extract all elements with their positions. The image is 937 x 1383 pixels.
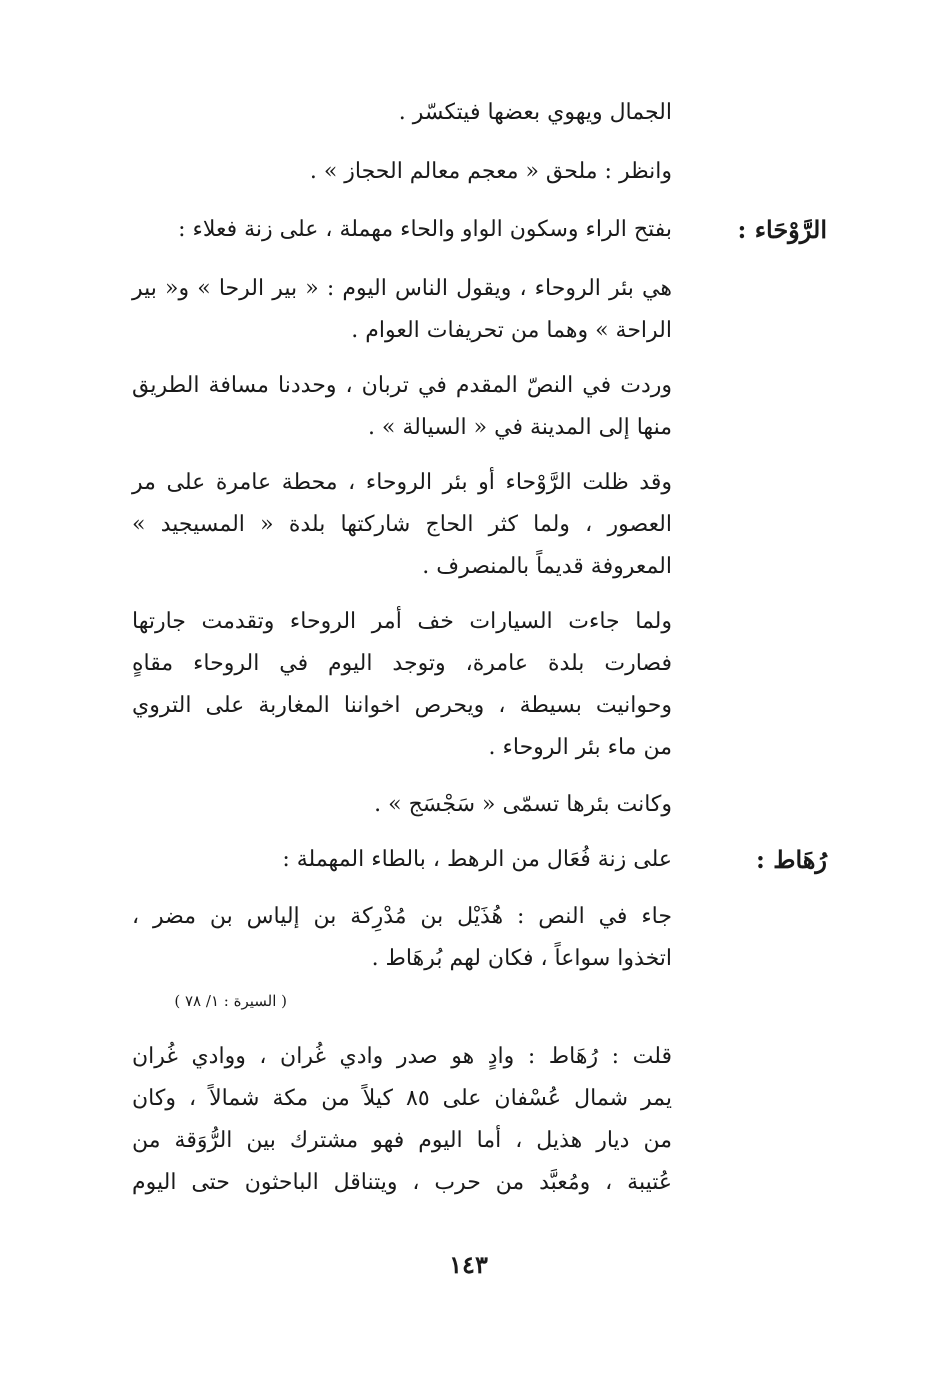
text-line-12: فصارت بلدة عامرة، وتوجد اليوم في الروحاء مقاهٍ (132, 651, 672, 676)
text-line-8: وقد ظلت الرَّوْحاء أو بئر الروحاء ، محطة عامرة على مر (132, 470, 672, 495)
text-line-10: المعروفة قديماً بالمنصرف . (422, 554, 672, 579)
text-line-4: هي بئر الروحاء ، ويقول الناس اليوم : « بير الرحا » و« بير (132, 276, 672, 301)
page-number: ١٤٣ (449, 1250, 488, 1279)
text-line-19: قلت : رُهَاط : وادٍ هو صدر وادي غُران ، ووادي غُران (132, 1044, 672, 1069)
text-line-11: ولما جاءت السيارات خف أمر الروحاء وتقدمت جارتها (132, 609, 672, 634)
text-line-16: على زنة فُعَال من الرهط ، بالطاء المهملة : (282, 847, 672, 872)
text-line-15: وكانت بئرها تسمّى « سَجْسَج » . (374, 792, 672, 817)
text-line-18: اتخذوا سواعاً ، فكان لهم بُرهَاط . (371, 946, 672, 971)
text-line-22: عُتيبة ، ومُعبَّد من حرب ، ويتناقل الباحثون حتى اليوم (132, 1170, 672, 1195)
text-line-2: وانظر : ملحق « معجم معالم الحجاز » . (309, 159, 672, 184)
text-line-20: يمر شمال عُسْفان على ٨٥ كيلاً من مكة شمالاً ، وكان (132, 1086, 672, 1111)
text-line-6: وردت في النصّ المقدم في تربان ، وحددنا مسافة الطريق (132, 373, 672, 398)
text-line-9: العصور ، ولما كثر الحاج شاركتها بلدة « المسيجيد » (132, 512, 672, 537)
citation-reference: ( السيرة : ١/ ٧٨ ) (174, 992, 287, 1010)
entry-term-rahat: رُهَاط : (756, 845, 827, 874)
text-line-7: منها إلى المدينة في « السيالة » . (367, 415, 672, 440)
text-line-3: بفتح الراء وسكون الواو والحاء مهملة ، على زنة فعلاء : (178, 217, 672, 242)
text-line-1: الجمال ويهوي بعضها فيتكسّر . (398, 100, 672, 125)
text-line-17: جاء في النص : هُذَيْل بن مُدْرِكة بن إلياس بن مضر ، (132, 904, 672, 929)
text-line-5: الراحة » وهما من تحريفات العوام . (351, 318, 672, 343)
text-line-21: من ديار هذيل ، أما اليوم فهو مشترك بين الرُّوَقة من (132, 1128, 672, 1153)
text-line-14: من ماء بئر الروحاء . (488, 735, 672, 760)
text-line-13: وحوانيت بسيطة ، ويحرص اخواننا المغاربة على التروي (132, 693, 672, 718)
entry-term-rawha: الرَّوْحَاء : (737, 215, 827, 244)
